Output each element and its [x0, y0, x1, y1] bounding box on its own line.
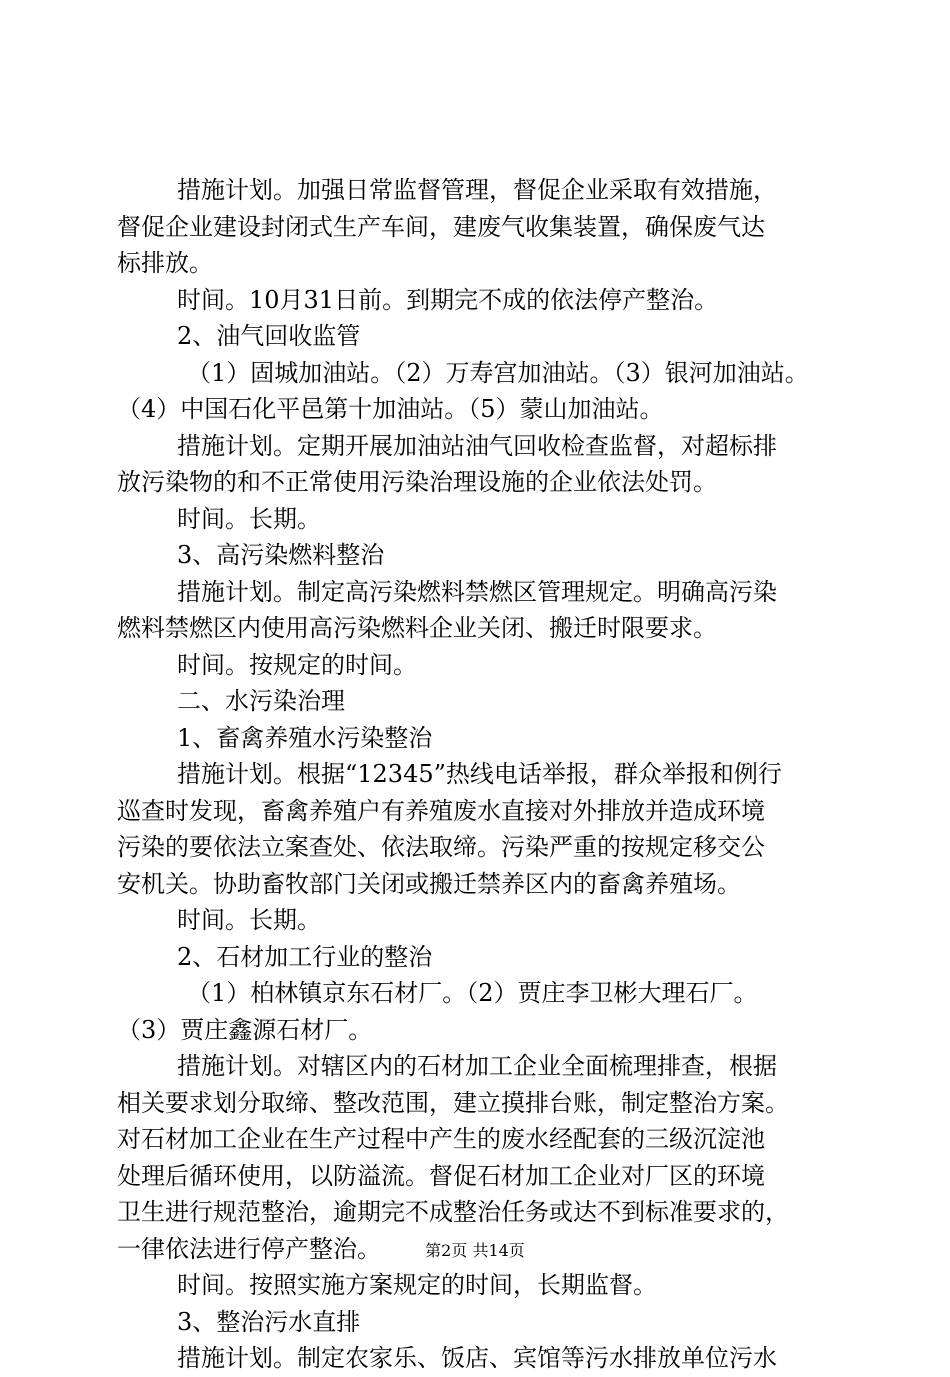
text-line: （1）柏林镇京东石材厂。（2）贾庄李卫彬大理石厂。 — [187, 979, 758, 1007]
text-line: 燃料禁燃区内使用高污染燃料企业关闭、搬迁时限要求。 — [117, 614, 717, 642]
section-heading: 1、畜禽养殖水污染整治 — [177, 723, 433, 752]
text-line: 处理后循环使用，以防溢流。督促石材加工企业对厂区的环境 — [117, 1161, 765, 1190]
text-line: 放污染物的和不正常使用污染治理设施的企业依法处罚。 — [117, 468, 717, 496]
text-line: 时间。按照实施方案规定的时间，长期监督。 — [177, 1271, 657, 1299]
text-line: 措施计划。加强日常监督管理，督促企业采取有效措施， — [177, 176, 777, 204]
section-heading: 2、油气回收监管 — [177, 322, 361, 350]
text-line: 措施计划。制定高污染燃料禁燃区管理规定。明确高污染 — [177, 577, 777, 606]
section-heading: 3、高污染燃料整治 — [177, 541, 385, 569]
text-line: 相关要求划分取缔、整改范围，建立摸排台账，制定整治方案。 — [117, 1088, 789, 1117]
text-line: 污染的要依法立案查处、依法取缔。污染严重的按规定移交公 — [117, 833, 765, 861]
text-line: 安机关。协助畜牧部门关闭或搬迁禁养区内的畜禽养殖场。 — [117, 869, 741, 898]
text-line: 措施计划。根据“12345”热线电话举报，群众举报和例行 — [177, 760, 782, 788]
section-heading: 2、石材加工行业的整治 — [177, 942, 433, 971]
text-line: 措施计划。定期开展加油站油气回收检查监督，对超标排 — [177, 431, 777, 460]
text-line: 时间。10月31日前。到期完不成的依法停产整治。 — [177, 285, 719, 314]
section-heading: 3、整治污水直排 — [177, 1307, 361, 1336]
text-line: （1）固城加油站。（2）万寿宫加油站。（3）银河加油站。 — [187, 358, 809, 387]
text-line: 督促企业建设封闭式生产车间，建废气收集装置，确保废气达 — [117, 212, 765, 241]
text-line: 时间。按规定的时间。 — [177, 650, 417, 679]
document-body — [117, 172, 837, 1377]
text-line: 巡查时发现，畜禽养殖户有养殖废水直接对外排放并造成环境 — [117, 796, 765, 825]
text-line: 措施计划。对辖区内的石材加工企业全面梳理排查，根据 — [177, 1052, 777, 1080]
text-line: 卫生进行规范整治，逾期完不成整治任务或达不到标准要求的， — [117, 1198, 789, 1226]
text-line: （3）贾庄鑫源石材厂。 — [117, 1015, 373, 1044]
text-line: 时间。长期。 — [177, 906, 321, 934]
section-heading: 二、水污染治理 — [177, 687, 345, 715]
text-line: 对石材加工企业在生产过程中产生的废水经配套的三级沉淀池 — [117, 1125, 765, 1153]
text-line: 措施计划。制定农家乐、饭店、宾馆等污水排放单位污水 — [177, 1344, 777, 1372]
text-line: 一律依法进行停产整治。 — [117, 1234, 381, 1263]
text-line: 时间。长期。 — [177, 504, 321, 533]
text-line: 标排放。 — [117, 249, 213, 277]
page-footer: 第2页 共14页 — [425, 1241, 525, 1260]
text-line: （4）中国石化平邑第十加油站。（5）蒙山加油站。 — [117, 395, 664, 423]
